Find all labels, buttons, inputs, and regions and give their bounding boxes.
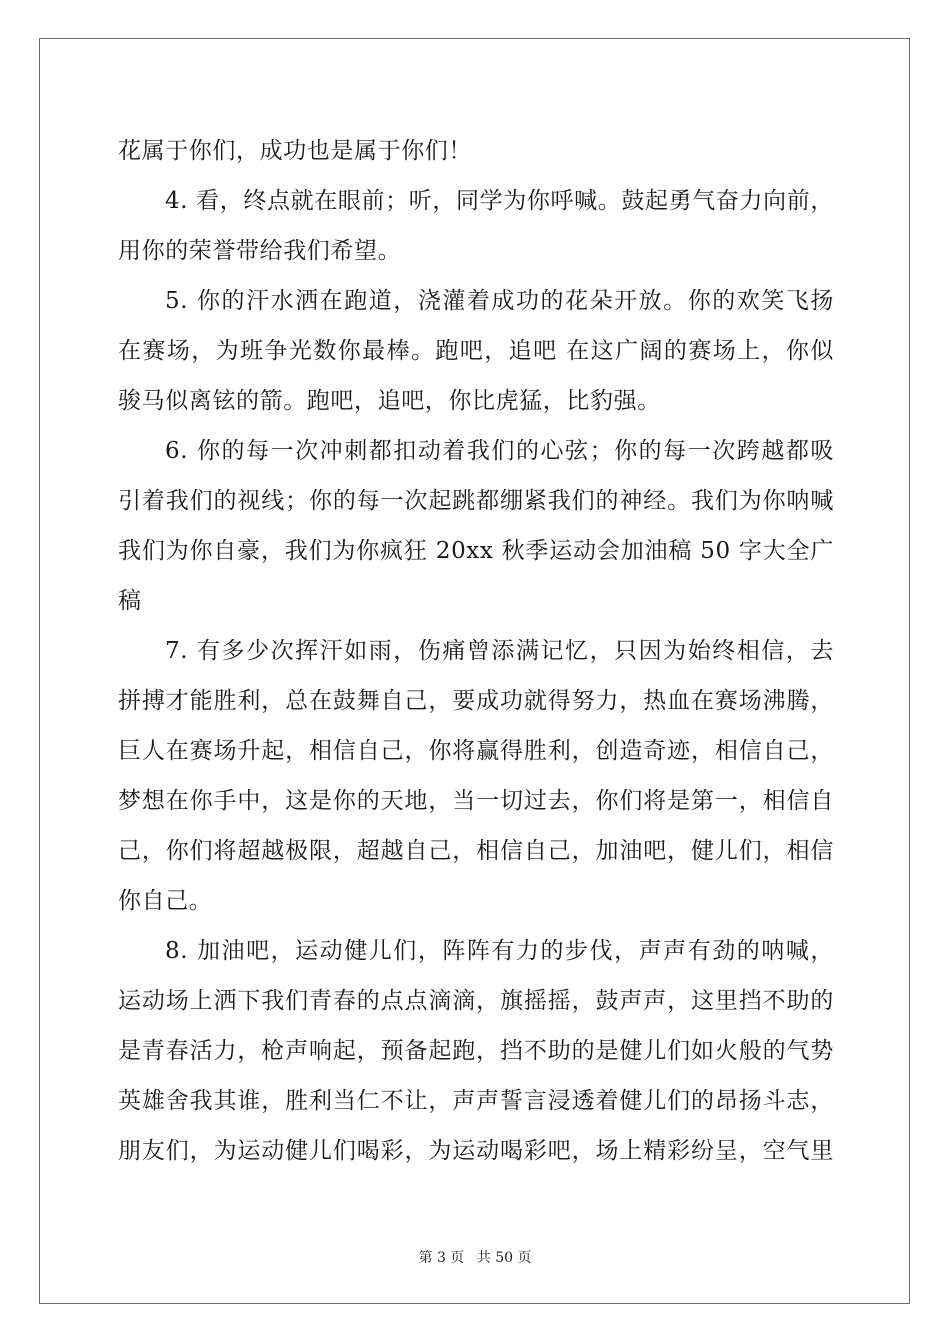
text-line: 是青春活力，枪声响起，预备起跑，挡不助的是健儿们如火般的气势 (118, 1038, 834, 1064)
text-line: 用你的荣誉带给我们希望。 (118, 238, 402, 264)
page-footer (0, 1247, 950, 1267)
text-line: 英雄舍我其谁，胜利当仁不让，声声誓言浸透着健儿们的昂扬斗志， (118, 1088, 834, 1114)
text-line: 拼搏才能胜利，总在鼓舞自己，要成功就得努力，热血在赛场沸腾， (118, 688, 834, 714)
text-line: 朋友们，为运动健儿们喝彩，为运动喝彩吧，场上精彩纷呈，空气里 (118, 1138, 834, 1164)
text-line: 巨人在赛场升起，相信自己，你将赢得胜利，创造奇迹，相信自己， (118, 738, 834, 764)
text-line: 6. 你的每一次冲刺都扣动着我们的心弦；你的每一次跨越都吸 (165, 438, 834, 464)
text-line: 5. 你的汗水洒在跑道，浇灌着成功的花朵开放。你的欢笑飞扬 (165, 288, 834, 314)
text-line: 4. 看，终点就在眼前；听，同学为你呼喊。鼓起勇气奋力向前， (165, 188, 834, 214)
text-line: 7. 有多少次挥汗如雨，伤痛曾添满记忆，只因为始终相信，去 (165, 638, 834, 664)
text-line: 稿 (118, 588, 142, 614)
text-line: 花属于你们，成功也是属于你们！ (118, 138, 472, 164)
text-line: 骏马似离铉的箭。跑吧，追吧，你比虎猛，比豹强。 (118, 388, 661, 414)
document-body (118, 126, 834, 1176)
text-line: 己，你们将超越极限，超越自己，相信自己，加油吧，健儿们，相信 (118, 838, 834, 864)
text-line: 8. 加油吧，运动健儿们，阵阵有力的步伐，声声有劲的呐喊， (165, 938, 834, 964)
text-line: 你自己。 (118, 888, 213, 914)
text-line: 在赛场，为班争光数你最棒。跑吧，追吧 在这广阔的赛场上，你似 (118, 338, 834, 364)
text-line: 我们为你自豪，我们为你疯狂 20xx 秋季运动会加油稿 50 字大全广 (118, 538, 834, 564)
text-line: 梦想在你手中，这是你的天地，当一切过去，你们将是第一，相信自 (118, 788, 834, 814)
page-number: 第 3 页 (418, 1250, 465, 1266)
text-line: 运动场上洒下我们青春的点点滴滴，旗摇摇，鼓声声，这里挡不助的 (118, 988, 834, 1014)
page-total: 共 50 页 (476, 1250, 532, 1266)
text-line: 引着我们的视线；你的每一次起跳都绷紧我们的神经。我们为你呐喊 (118, 488, 834, 514)
